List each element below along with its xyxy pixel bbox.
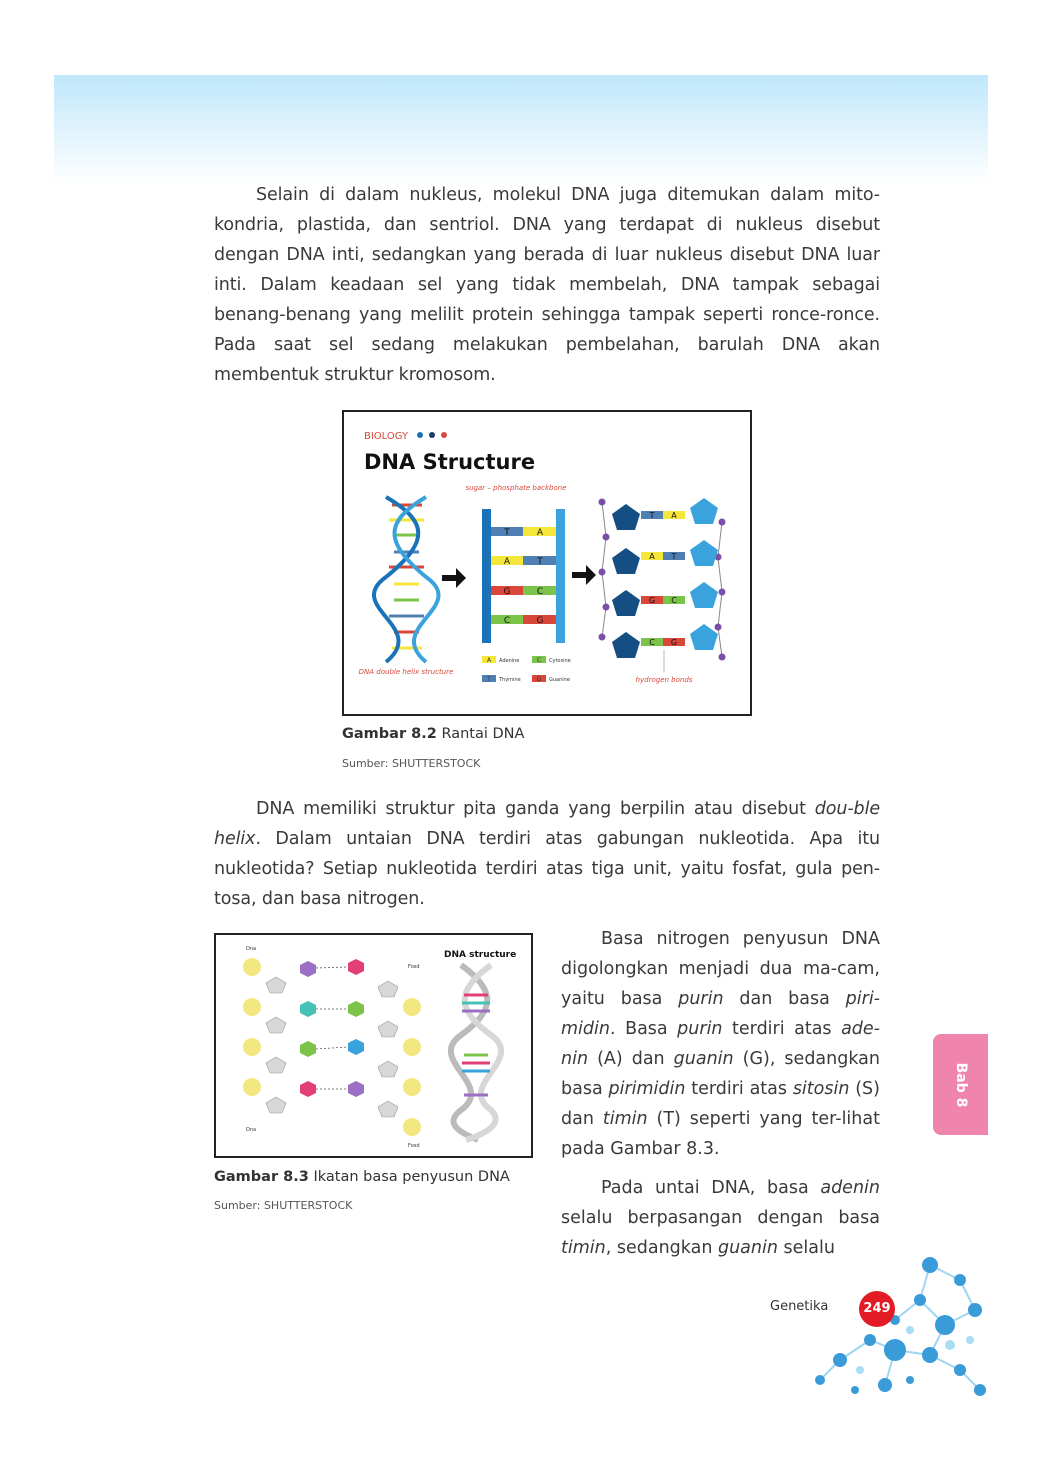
svg-text:T: T bbox=[487, 676, 491, 683]
svg-text:C: C bbox=[536, 587, 544, 597]
svg-text:Thymine: Thymine bbox=[499, 677, 521, 683]
figure-source-1: Sumber: SHUTTERSTOCK bbox=[342, 757, 481, 770]
svg-text:C: C bbox=[649, 638, 655, 647]
paragraph-3: Basa nitrogen penyusun DNA digolongkan menjadi dua ma-cam, yaitu basa purin dan basa piri-midin. Basa purin terdiri atas ade-nin (A) dan guanin (G), sedangkan basa pirimidin terdiri atas sitosin (S) dan timin (T) seperti yang ter-lihat pada Gambar 8.3. bbox=[561, 929, 880, 1159]
double-helix-icon bbox=[374, 497, 439, 662]
svg-text:Dna: Dna bbox=[246, 946, 257, 952]
bond-label: hydrogen bonds bbox=[635, 676, 693, 684]
arrow-right-icon-2 bbox=[572, 565, 596, 585]
svg-text:Cytosine: Cytosine bbox=[549, 658, 571, 664]
header-band bbox=[54, 75, 988, 185]
svg-text:T: T bbox=[649, 511, 655, 520]
mini-helix-icon bbox=[451, 965, 501, 1140]
svg-text:A: A bbox=[486, 657, 492, 664]
svg-text:G: G bbox=[536, 616, 544, 626]
svg-text:C: C bbox=[536, 657, 542, 664]
paragraph-4: Pada untai DNA, basa adenin selalu berpasangan dengan basa timin, sedangkan guanin selalu bbox=[561, 1178, 880, 1258]
footer-chapter: Genetika bbox=[770, 1299, 829, 1314]
svg-text:G: G bbox=[536, 676, 542, 683]
paragraph-1-text: Selain di dalam nukleus, molekul DNA juga ditemukan dalam mito-kondria, plastida, dan sentriol. DNA yang terdapat di nukleus disebut dengan DNA inti, sedangkan yang berada di luar nukleus disebut DNA luar inti. Dalam keadaan sel yang tidak membelah, DNA tampak sebagai benang-benang yang melilit protein sehingga tampak seperti ronce-ronce. Pada saat sel sedang melakukan pembelahan, barulah DNA akan membentuk struktur kromosom. bbox=[214, 185, 880, 385]
chapter-tab-label: Bab 8 bbox=[952, 1062, 969, 1107]
figure-dna-structure bbox=[342, 410, 752, 716]
svg-text:Guanine: Guanine bbox=[549, 677, 570, 683]
figure-source-2: Sumber: SHUTTERSTOCK bbox=[214, 1199, 353, 1212]
page-number: 249 bbox=[859, 1291, 895, 1327]
svg-text:A: A bbox=[671, 511, 677, 520]
base-legend bbox=[482, 656, 571, 683]
svg-text:G: G bbox=[648, 596, 656, 605]
svg-text:C: C bbox=[503, 616, 511, 626]
svg-text:G: G bbox=[503, 587, 511, 597]
svg-text:T: T bbox=[671, 552, 677, 561]
paragraph-2: DNA memiliki struktur pita ganda yang berpilin atau disebut dou-ble helix. Dalam untaian DNA terdiri atas gabungan nukleotida. Apa itu nukleotida? Setiap nukleotida terdiri atas tiga unit, yaitu fosfat, gula pen-tosa, dan basa nitrogen. bbox=[214, 799, 880, 909]
svg-text:Adenine: Adenine bbox=[499, 658, 520, 664]
svg-text:Fosd: Fosd bbox=[408, 1143, 420, 1149]
svg-text:G: G bbox=[670, 638, 678, 647]
svg-text:Fosd: Fosd bbox=[408, 964, 420, 970]
paragraph-1 bbox=[214, 180, 880, 390]
nucleotide-diagram bbox=[599, 498, 726, 672]
chapter-tab[interactable] bbox=[933, 1034, 988, 1135]
figure2-title: DNA structure bbox=[444, 950, 517, 960]
figure-caption-2: Gambar 8.3 Ikatan basa penyusun DNA bbox=[214, 1169, 510, 1185]
svg-text:Dna: Dna bbox=[246, 1127, 257, 1133]
dna-structure-illustration bbox=[344, 412, 750, 714]
svg-text:A: A bbox=[536, 528, 544, 538]
sugar-nodes bbox=[266, 977, 398, 1117]
figure-title: DNA Structure bbox=[364, 450, 536, 474]
molecule-decoration-icon bbox=[800, 1250, 990, 1405]
figure-caption-1: Gambar 8.2 Rantai DNA bbox=[342, 726, 525, 742]
figure-base-pairing bbox=[214, 933, 533, 1158]
svg-text:T: T bbox=[504, 528, 510, 538]
base-pairing-illustration bbox=[216, 935, 531, 1156]
backbone-right bbox=[556, 509, 565, 643]
svg-text:C: C bbox=[671, 596, 677, 605]
helix-label: DNA double helix structure bbox=[358, 668, 454, 676]
base-nodes bbox=[300, 959, 364, 1097]
svg-text:A: A bbox=[649, 552, 655, 561]
backbone-label: sugar – phosphate backbone bbox=[465, 484, 567, 492]
figure-brand: BIOLOGY bbox=[364, 431, 409, 442]
svg-text:A: A bbox=[503, 557, 511, 567]
backbone-left bbox=[482, 509, 491, 643]
base-pairs bbox=[491, 527, 556, 626]
svg-text:T: T bbox=[537, 557, 543, 567]
arrow-right-icon bbox=[442, 568, 466, 588]
